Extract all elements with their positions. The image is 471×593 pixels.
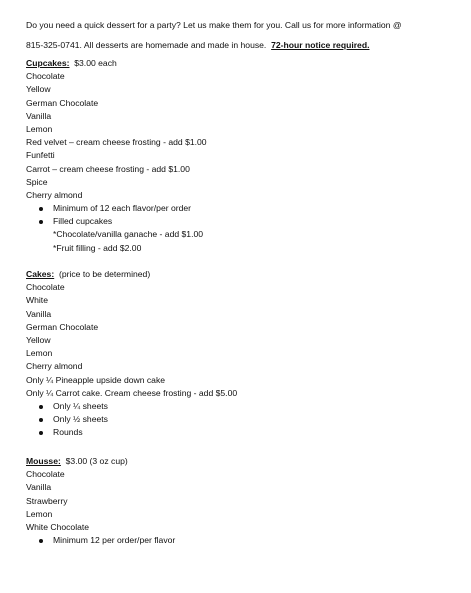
mousse-flavor: Vanilla xyxy=(26,482,52,493)
cupcakes-price: $3.00 each xyxy=(74,58,117,68)
mousse-section xyxy=(26,455,446,547)
cake-flavor: Only ¼ Pineapple upside down cake xyxy=(26,374,166,385)
cake-flavor: Lemon xyxy=(26,348,53,359)
mousse-heading-line xyxy=(26,455,446,468)
cake-flavor: German Chocolate xyxy=(26,321,99,332)
cake-bullet: Rounds xyxy=(26,426,446,439)
mousse-flavor: Strawberry xyxy=(26,495,68,506)
cupcake-bullet: Minimum of 12 each flavor/per order xyxy=(26,202,446,215)
cake-bullet: Only ¼ sheets xyxy=(26,400,446,413)
intro-text: Do you need a quick dessert for a party? Let us make them for you. Call us for more information @ xyxy=(26,20,402,30)
cupcake-flavor: Chocolate xyxy=(26,71,65,82)
cake-bullet: Only ½ sheets xyxy=(26,413,446,426)
cupcakes-heading: Cupcakes: xyxy=(26,58,70,68)
cakes-heading-line xyxy=(26,268,446,281)
mousse-flavor: Lemon xyxy=(26,508,53,519)
cake-flavor: Vanilla xyxy=(26,308,52,319)
mousse-flavor: Chocolate xyxy=(26,469,65,480)
phone-number: 815-325-0741 xyxy=(26,40,80,50)
cupcake-filling-option: *Chocolate/vanilla ganache - add $1.00 xyxy=(53,229,204,240)
cake-flavor: Cherry almond xyxy=(26,361,83,372)
intro-line-1 xyxy=(26,20,456,30)
cake-flavor: White xyxy=(26,295,48,306)
cupcake-bullet: Filled cupcakes xyxy=(26,215,446,228)
cakes-section xyxy=(26,268,446,439)
cupcake-flavor: Cherry almond xyxy=(26,189,83,200)
cupcake-flavor: Yellow xyxy=(26,84,51,95)
cake-flavor: Yellow xyxy=(26,334,51,345)
notice-requirement: 72-hour notice required. xyxy=(271,40,370,50)
cupcake-flavor: German Chocolate xyxy=(26,97,99,108)
cupcake-flavor: Red velvet – cream cheese frosting - add $1.00 xyxy=(26,137,207,148)
cupcake-flavor: Funfetti xyxy=(26,150,55,161)
cake-flavor: Chocolate xyxy=(26,282,65,293)
intro-homemade-text: . All desserts are homemade and made in house. xyxy=(79,40,267,50)
cupcake-flavor: Lemon xyxy=(26,123,53,134)
cakes-price: (price to be determined) xyxy=(58,269,151,279)
cakes-heading: Cakes: xyxy=(26,269,55,279)
cupcake-filling-option: *Fruit filling - add $2.00 xyxy=(53,242,142,253)
cupcakes-section xyxy=(26,57,446,255)
mousse-price: $3.00 (3 oz cup) xyxy=(65,456,128,466)
cake-flavor: Only ¼ Carrot cake. Cream cheese frosting - add $5.00 xyxy=(26,387,238,398)
cupcake-flavor: Vanilla xyxy=(26,110,52,121)
intro-line-2 xyxy=(26,40,456,50)
cupcakes-heading-line xyxy=(26,57,446,70)
cupcake-flavor: Carrot – cream cheese frosting - add $1.00 xyxy=(26,163,190,174)
mousse-flavor: White Chocolate xyxy=(26,521,90,532)
cupcake-flavor: Spice xyxy=(26,176,48,187)
mousse-bullet: Minimum 12 per order/per flavor xyxy=(26,534,446,547)
mousse-heading: Mousse: xyxy=(26,456,61,466)
